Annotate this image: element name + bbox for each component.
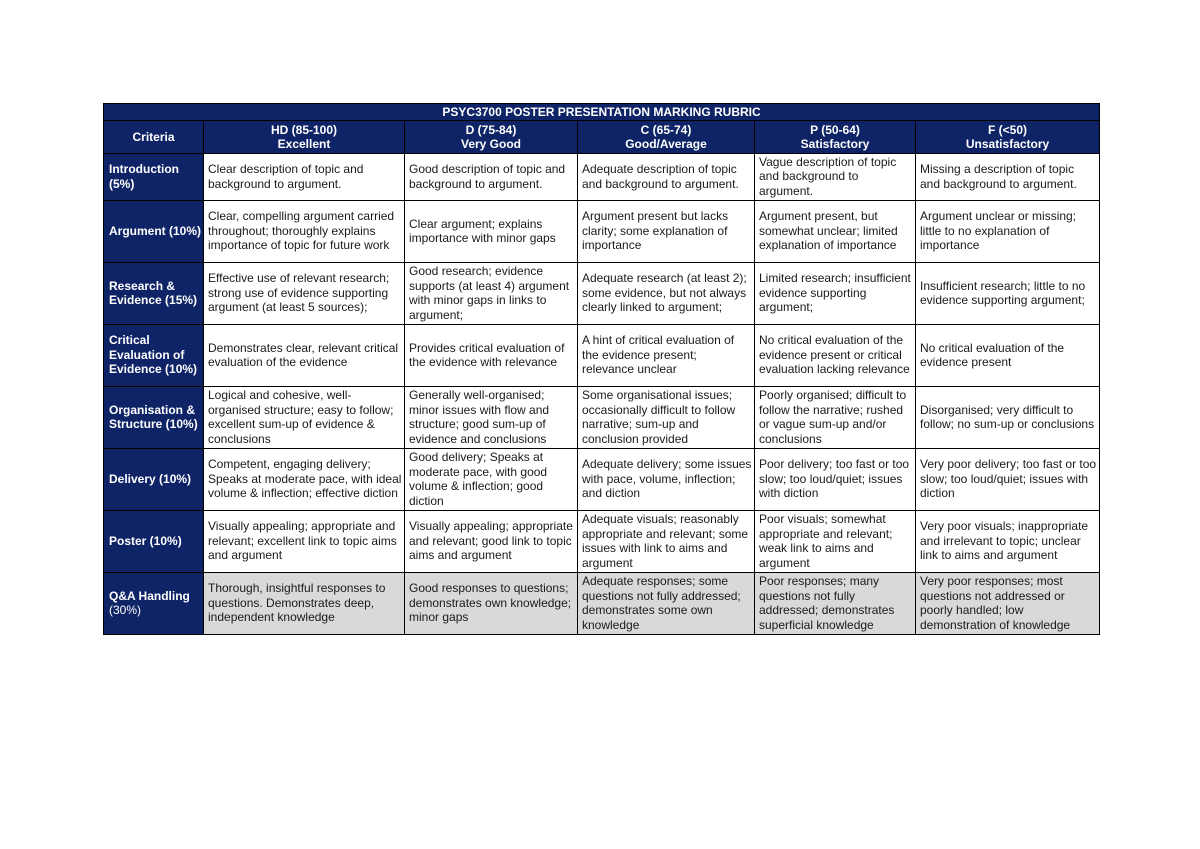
descriptor-c: Argument present but lacks clarity; some explanation of importance	[578, 200, 755, 262]
marking-rubric-table	[103, 103, 1100, 635]
grade-code: HD (85-100)	[270, 122, 338, 137]
descriptor-p: Argument present, but somewhat unclear; limited explanation of importance	[755, 200, 916, 262]
descriptor-c: Adequate research (at least 2); some evidence, but not always clearly linked to argument;	[578, 262, 755, 324]
criterion-label: Poster (10%)	[104, 510, 204, 572]
grade-code: C (65-74)	[640, 122, 692, 137]
descriptor-f: Very poor visuals; inappropriate and irrelevant to topic; unclear link to aims and argument	[916, 510, 1100, 572]
descriptor-hd: Effective use of relevant research; strong use of evidence supporting argument (at least 5 sources);	[204, 262, 405, 324]
descriptor-hd: Clear, compelling argument carried throughout; thoroughly explains importance of topic for future work	[204, 200, 405, 262]
descriptor-hd: Clear description of topic and background to argument.	[204, 153, 405, 200]
descriptor-p: Poor visuals; somewhat appropriate and relevant; weak link to aims and argument	[755, 510, 916, 572]
rubric-row-delivery	[104, 448, 1100, 510]
descriptor-f: Insufficient research; little to no evidence supporting argument;	[916, 262, 1100, 324]
descriptor-c: Some organisational issues; occasionally difficult to follow narrative; sum-up and conclusion provided	[578, 386, 755, 448]
descriptor-c: A hint of critical evaluation of the evidence present; relevance unclear	[578, 324, 755, 386]
rubric-row-qa-handling	[104, 572, 1100, 634]
descriptor-hd: Logical and cohesive, well-organised structure; easy to follow; excellent sum-up of evidence & conclusions	[204, 386, 405, 448]
descriptor-hd: Competent, engaging delivery; Speaks at moderate pace, with ideal volume & inflection; effective diction	[204, 448, 405, 510]
descriptor-c: Adequate visuals; reasonably appropriate and relevant; some issues with link to aims and argument	[578, 510, 755, 572]
grade-label: Excellent	[277, 137, 331, 151]
grade-code: P (50-64)	[810, 122, 860, 137]
descriptor-d: Visually appealing; appropriate and relevant; good link to topic aims and argument	[405, 510, 578, 572]
descriptor-f: Disorganised; very difficult to follow; no sum-up or conclusions	[916, 386, 1100, 448]
rubric-row-research-evidence	[104, 262, 1100, 324]
descriptor-d: Good delivery; Speaks at moderate pace, with good volume & inflection; good diction	[405, 448, 578, 510]
descriptor-d: Generally well-organised; minor issues with flow and structure; good sum-up of evidence and conclusions	[405, 386, 578, 448]
criterion-label: Critical Evaluation of Evidence (10%)	[104, 324, 204, 386]
descriptor-d: Good description of topic and background to argument.	[405, 153, 578, 200]
criterion-weight: (30%)	[109, 603, 142, 617]
criterion-label: Delivery (10%)	[104, 448, 204, 510]
descriptor-p: Poor responses; many questions not fully addressed; demonstrates superficial knowledge	[755, 572, 916, 634]
descriptor-c: Adequate description of topic and background to argument.	[578, 153, 755, 200]
descriptor-f: Very poor responses; most questions not addressed or poorly handled; low demonstration of knowledge	[916, 572, 1100, 634]
grade-header-p	[755, 120, 916, 153]
criterion-label: Introduction (5%)	[104, 153, 204, 200]
rubric-row-critical-evaluation	[104, 324, 1100, 386]
grade-header-d	[405, 120, 578, 153]
title-row	[104, 104, 1100, 121]
rubric-row-organisation-structure	[104, 386, 1100, 448]
descriptor-d: Provides critical evaluation of the evidence with relevance	[405, 324, 578, 386]
descriptor-hd: Visually appealing; appropriate and relevant; excellent link to topic aims and argument	[204, 510, 405, 572]
criterion-label: Organisation & Structure (10%)	[104, 386, 204, 448]
grade-label: Unsatisfactory	[965, 137, 1050, 151]
descriptor-f: Argument unclear or missing; little to no explanation of importance	[916, 200, 1100, 262]
descriptor-hd: Thorough, insightful responses to questions. Demonstrates deep, independent knowledge	[204, 572, 405, 634]
descriptor-f: No critical evaluation of the evidence present	[916, 324, 1100, 386]
descriptor-p: Limited research; insufficient evidence supporting argument;	[755, 262, 916, 324]
criterion-name: Q&A Handling	[109, 588, 190, 603]
grade-code: D (75-84)	[465, 122, 517, 137]
descriptor-c: Adequate delivery; some issues with pace, volume, inflection; and diction	[578, 448, 755, 510]
grade-label: Good/Average	[625, 137, 707, 151]
rubric-row-argument	[104, 200, 1100, 262]
descriptor-c: Adequate responses; some questions not fully addressed; demonstrates some own knowledge	[578, 572, 755, 634]
descriptor-d: Good research; evidence supports (at least 4) argument with minor gaps in links to argument;	[405, 262, 578, 324]
grade-code: F (<50)	[988, 122, 1028, 137]
descriptor-hd: Demonstrates clear, relevant critical evaluation of the evidence	[204, 324, 405, 386]
descriptor-d: Good responses to questions; demonstrates own knowledge; minor gaps	[405, 572, 578, 634]
criterion-label: Argument (10%)	[104, 200, 204, 262]
rubric-title: PSYC3700 POSTER PRESENTATION MARKING RUBRIC	[104, 104, 1100, 121]
rubric-row-poster	[104, 510, 1100, 572]
grade-label: Very Good	[460, 137, 522, 151]
rubric-row-introduction	[104, 153, 1100, 200]
criterion-label	[104, 572, 204, 634]
descriptor-p: No critical evaluation of the evidence present or critical evaluation lacking relevance	[755, 324, 916, 386]
descriptor-p: Poorly organised; difficult to follow the narrative; rushed or vague sum-up and/or conclusions	[755, 386, 916, 448]
grade-header-c	[578, 120, 755, 153]
grade-header-f	[916, 120, 1100, 153]
header-row	[104, 120, 1100, 153]
descriptor-d: Clear argument; explains importance with minor gaps	[405, 200, 578, 262]
descriptor-p: Poor delivery; too fast or too slow; too loud/quiet; issues with diction	[755, 448, 916, 510]
grade-header-hd	[204, 120, 405, 153]
criterion-label: Research & Evidence (15%)	[104, 262, 204, 324]
descriptor-f: Missing a description of topic and background to argument.	[916, 153, 1100, 200]
descriptor-p: Vague description of topic and background to argument.	[755, 153, 916, 200]
descriptor-f: Very poor delivery; too fast or too slow; too loud/quiet; issues with diction	[916, 448, 1100, 510]
criteria-header: Criteria	[104, 120, 204, 153]
grade-label: Satisfactory	[800, 137, 870, 151]
